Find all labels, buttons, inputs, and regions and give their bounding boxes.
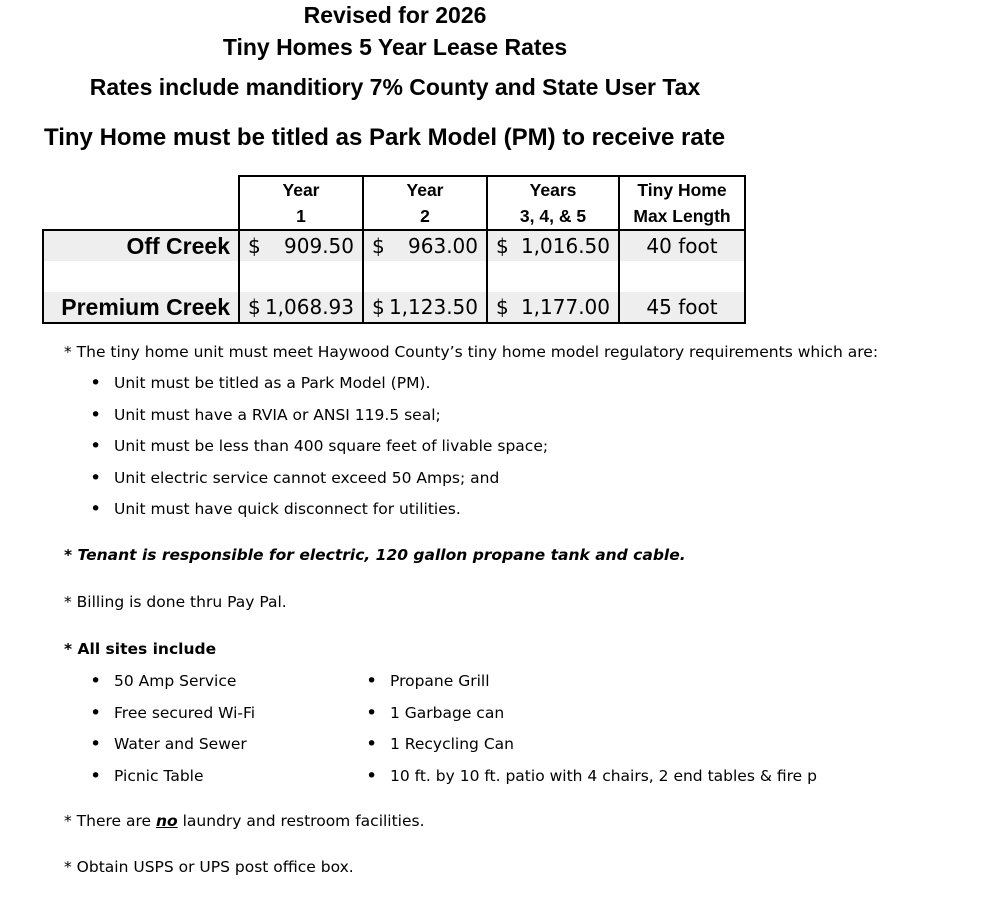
tax-note: Rates include manditiory 7% County and State User Tax bbox=[89, 74, 701, 100]
table-row-premium-creek bbox=[43, 292, 745, 323]
col-header-year2: Year 2 bbox=[363, 176, 487, 230]
col-header-year1: Year 1 bbox=[239, 176, 363, 230]
rate-cell: $ 1,068.93 bbox=[239, 292, 363, 323]
amenities-left-list bbox=[90, 672, 255, 798]
list-item: • Unit must be less than 400 square feet of livable space; bbox=[90, 437, 548, 469]
requirements-intro: * The tiny home unit must meet Haywood County’s tiny home model regulatory requirements which are: bbox=[64, 343, 879, 361]
rate-cell: $ 963.00 bbox=[363, 230, 487, 261]
col-header-years345: Years 3, 4, & 5 bbox=[487, 176, 619, 230]
rate-cell: $ 1,177.00 bbox=[487, 292, 619, 323]
rate-cell: $ 909.50 bbox=[239, 230, 363, 261]
rate-cell: $ 1,123.50 bbox=[363, 292, 487, 323]
row-label: Premium Creek bbox=[43, 292, 239, 323]
list-item: • Unit electric service cannot exceed 50 Amps; and bbox=[90, 469, 548, 501]
rate-table bbox=[42, 175, 746, 324]
billing-note: * Billing is done thru Pay Pal. bbox=[64, 593, 287, 611]
list-item: • 1 Recycling Can bbox=[366, 735, 817, 767]
tenant-responsibility-note: * Tenant is responsible for electric, 120 gallon propane tank and cable. bbox=[64, 546, 686, 564]
col-header-max-length: Tiny Home Max Length bbox=[619, 176, 745, 230]
list-item: • 1 Garbage can bbox=[366, 704, 817, 736]
list-item: • 50 Amp Service bbox=[90, 672, 255, 704]
list-item: • Unit must be titled as a Park Model (PM). bbox=[90, 374, 548, 406]
table-row-off-creek bbox=[43, 230, 745, 261]
rate-cell: $ 1,016.50 bbox=[487, 230, 619, 261]
table-header-row bbox=[43, 176, 745, 230]
no-facilities-note: * There are no laundry and restroom facilities. bbox=[64, 812, 425, 830]
list-item: • Propane Grill bbox=[366, 672, 817, 704]
header-blank-cell bbox=[43, 176, 239, 230]
list-item: • 10 ft. by 10 ft. patio with 4 chairs, 2 end tables & fire p bbox=[366, 767, 817, 799]
table-spacer-row bbox=[43, 261, 745, 292]
row-label: Off Creek bbox=[43, 230, 239, 261]
page-title: Tiny Homes 5 Year Lease Rates bbox=[222, 34, 568, 60]
requirements-list bbox=[90, 374, 548, 532]
list-item: • Free secured Wi-Fi bbox=[90, 704, 255, 736]
length-cell: 40 foot bbox=[619, 230, 745, 261]
list-item: • Unit must have a RVIA or ANSI 119.5 seal; bbox=[90, 406, 548, 438]
amenities-right-list bbox=[366, 672, 817, 798]
sites-heading: * All sites include bbox=[64, 640, 217, 658]
po-box-note: * Obtain USPS or UPS post office box. bbox=[64, 858, 354, 876]
park-model-note: Tiny Home must be titled as Park Model (PM) to receive rate bbox=[44, 124, 726, 151]
list-item: • Water and Sewer bbox=[90, 735, 255, 767]
list-item: • Unit must have quick disconnect for utilities. bbox=[90, 500, 548, 532]
list-item: • Picnic Table bbox=[90, 767, 255, 799]
revision-title: Revised for 2026 bbox=[303, 2, 487, 28]
length-cell: 45 foot bbox=[619, 292, 745, 323]
